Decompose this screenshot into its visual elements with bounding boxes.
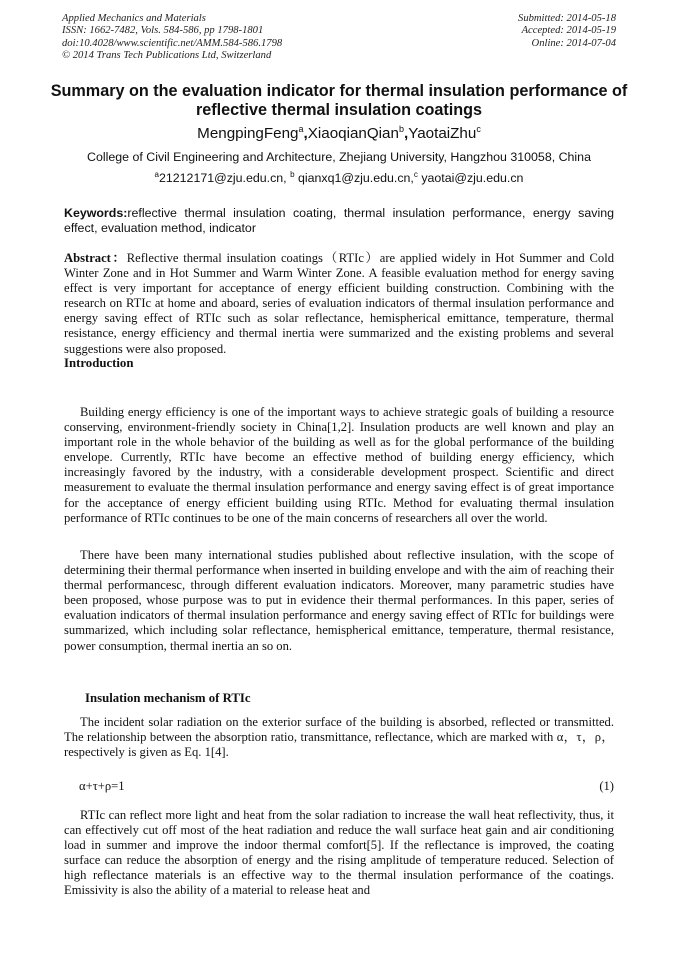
mechanism-paragraph-2: RTIc can reflect more light and heat from the solar radiation to increase the wall heat reflectivity, thus, it can effectively cut off most of the heat radiation and reduce the wall surface heat gain and air conditioning load in summer and improve the indoor thermal comfort[5]. If the reflectance is improved, the coating surface can reduce the absorption of energy and the rising amplitude of temperature reduced. Selection of high reflectance materials is an effective way to the thermal insulation performance of the coatings. Emissivity is also the ability of a material to release heat and <box>64 808 614 898</box>
copyright-line: © 2014 Trans Tech Publications Ltd, Switzerland <box>62 50 272 62</box>
equation-number: (1) <box>599 779 614 793</box>
email-superscript: b <box>290 170 295 179</box>
mechanism-paragraph-1: The incident solar radiation on the exterior surface of the building is absorbed, reflected or transmitted. The relationship between the absorption ratio, transmittance, reflectance, which are marked with α，τ，ρ， respectively is given as Eq. 1[4]. <box>64 715 614 760</box>
author-name: XiaoqianQian <box>307 125 399 143</box>
intro-paragraph-2: There have been many international studies published about reflective insulation, with the scope of determining their thermal performance when inserted in building envelope and with the aim of reaching their thermal performancesc, through different evaluation indicators. Moreover, many parametric studies have been proposed, whose purpose was to put in evidence their thermal performances. In this paper, series of evaluation indicators of thermal insulation performance and energy saving effect of RTIc for buildings were summarized, which including solar reflectance, hemispherical emittance, temperature, thermal resistance, power consumption, thermal inertia an so on. <box>64 548 614 653</box>
journal-name: Applied Mechanics and Materials <box>62 13 206 24</box>
abstract-text: Reflective thermal insulation coatings（RTIc）are applied widely in Hot Summer and Cold Winter Zone and in Hot Summer and Warm Winter Zone. A feasible evaluation method for energy saving effect is very important for acceptance of energy efficient building construction. Combining with the research on RTIc at home and aboard, series of evaluation indicators of thermal insulation performance and energy saving effect of RTIc such as solar reflectance, hemispherical emittance, temperature, thermal resistance, energy efficiency and thermal inertia were summarized and the existing problems and several suggestions were also proposed. <box>64 251 614 356</box>
author-list: MengpingFeng$^a$,XiaoqianQian$^b$,YaotaiZhu$^c$ <box>197 124 481 143</box>
section-heading-introduction: Introduction <box>64 356 134 370</box>
author-superscript: b <box>398 124 404 134</box>
dates-header <box>518 13 616 50</box>
email-address[interactable]: 21212171@zju.edu.cn, <box>158 171 291 186</box>
email-superscript: c <box>413 170 418 179</box>
journal-header <box>62 13 282 63</box>
email-address[interactable]: qianxq1@zju.edu.cn, <box>294 171 414 186</box>
affiliation: College of Civil Engineering and Architecture, Zhejiang University, Hangzhou 310058, China <box>87 150 591 164</box>
doi-line: doi:10.4028/www.scientific.net/AMM.584-586.1798 <box>62 37 283 49</box>
abstract-label: Abstract： <box>64 251 127 265</box>
author-name: MengpingFeng <box>197 125 299 143</box>
email-list <box>0 170 678 185</box>
intro-paragraph-1: Building energy efficiency is one of the important ways to achieve strategic goals of building a resource conserving, environment-friendly society in China[1,2]. Insulation products are well known and play an important role in the whole behavior of the building as well as for the global performance of the building envelope. Currently, RTIc have become an effective method of building energy efficiency, which increasingly favored by the industry, with a considerable development prospect. Scientific and direct measurement to evaluate the thermal insulation performance and energy saving effect is of great importance for the acceptance of energy efficient building using RTIc. Method for evaluating thermal insulation performance of RTIc continues to be one of the main concerns of researchers all over the world. <box>64 405 614 525</box>
online-date: Online: 2014-07-04 <box>531 37 616 49</box>
email-address[interactable]: yaotai@zju.edu.cn <box>417 171 524 186</box>
equation-row <box>79 779 614 794</box>
author-superscript: a <box>298 124 304 134</box>
author-name: YaotaiZhu <box>408 125 477 143</box>
abstract <box>64 251 614 357</box>
author-superscript: c <box>476 124 481 134</box>
issn-line: ISSN: 1662-7482, Vols. 584-586, pp 1798-1801 <box>62 25 264 37</box>
equation: α+τ+ρ=1 <box>79 779 125 793</box>
keywords <box>64 206 614 235</box>
accepted-date: Accepted: 2014-05-19 <box>521 25 616 37</box>
section-heading-mechanism: Insulation mechanism of RTIc <box>85 691 251 705</box>
keywords-text: reflective thermal insulation coating, thermal insulation performance, energy saving effect, evaluation method, indicator <box>64 206 614 235</box>
paper-title: Summary on the evaluation indicator for thermal insulation performance of reflective thermal insulation coatings <box>50 82 628 119</box>
email-superscript: a <box>154 170 159 179</box>
keywords-label: Keywords: <box>64 206 128 220</box>
submitted-date: Submitted: 2014-05-18 <box>518 13 616 24</box>
